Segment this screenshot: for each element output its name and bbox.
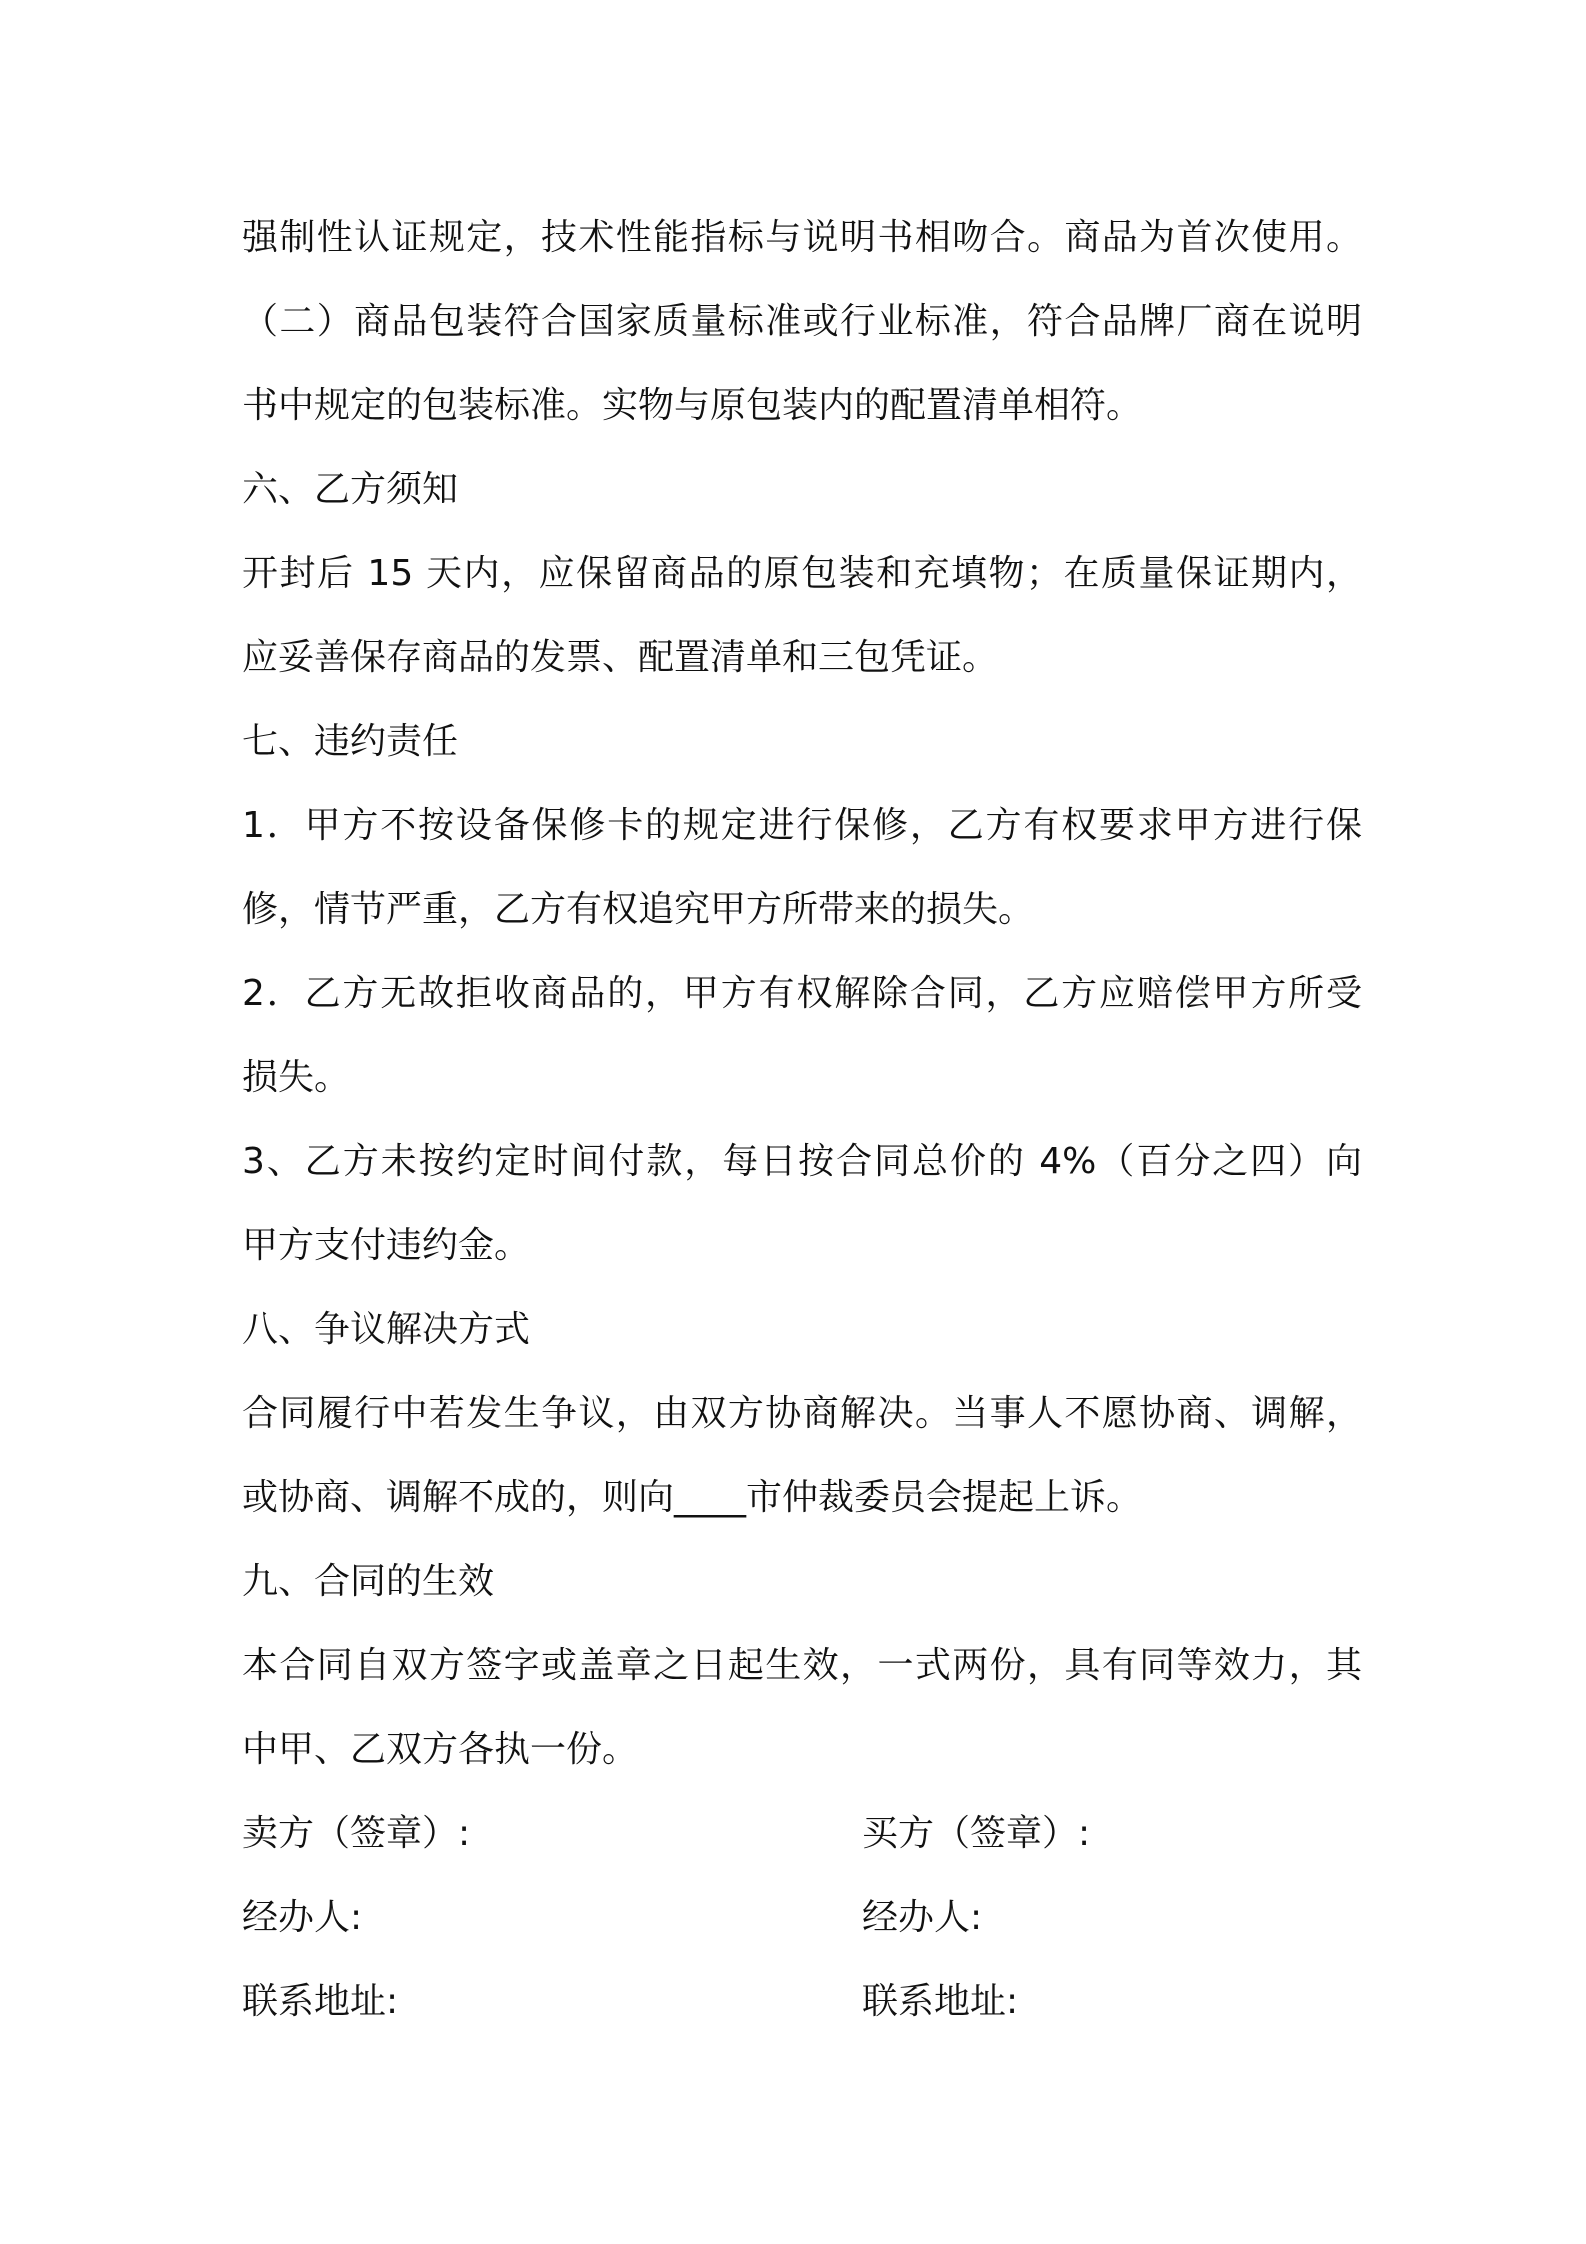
signature-row-address	[242, 1960, 1362, 2044]
section-heading-6: 六、乙方须知	[242, 469, 459, 510]
section-heading-7: 七、违约责任	[242, 721, 459, 762]
seller-seal-label: 卖方（签章）:	[242, 1813, 471, 1854]
body-line-16: 或协商、调解不成的，则向____市仲裁委员会提起上诉。	[242, 1477, 1143, 1518]
document-page	[242, 196, 1362, 2044]
body-line-2: （二）商品包装符合国家质量标准或行业标准，符合品牌厂商在说明	[242, 301, 1362, 342]
body-line-5: 开封后 15 天内，应保留商品的原包装和充填物；在质量保证期内，	[242, 553, 1362, 594]
signature-row-agent	[242, 1876, 1362, 1960]
buyer-agent-label: 经办人:	[862, 1897, 983, 1938]
body-line-15: 合同履行中若发生争议，由双方协商解决。当事人不愿协商、调解，	[242, 1393, 1362, 1434]
body-line-10: 2．乙方无故拒收商品的，甲方有权解除合同，乙方应赔偿甲方所受	[242, 973, 1362, 1014]
signature-row-seal	[242, 1792, 1362, 1876]
body-line-6: 应妥善保存商品的发票、配置清单和三包凭证。	[242, 637, 999, 678]
section-heading-8: 八、争议解决方式	[242, 1309, 531, 1350]
body-line-9: 修，情节严重，乙方有权追究甲方所带来的损失。	[242, 889, 1035, 930]
seller-agent-label: 经办人:	[242, 1897, 363, 1938]
seller-address-label: 联系地址:	[242, 1981, 399, 2022]
body-line-18: 本合同自双方签字或盖章之日起生效，一式两份，具有同等效力，其	[242, 1645, 1362, 1686]
body-line-19: 中甲、乙双方各执一份。	[242, 1729, 639, 1770]
body-line-12: 3、乙方未按约定时间付款，每日按合同总价的 4%（百分之四）向	[242, 1141, 1362, 1182]
buyer-seal-label: 买方（签章）:	[862, 1813, 1091, 1854]
body-line-13: 甲方支付违约金。	[242, 1225, 531, 1266]
body-line-8: 1．甲方不按设备保修卡的规定进行保修，乙方有权要求甲方进行保	[242, 805, 1362, 846]
buyer-address-label: 联系地址:	[862, 1981, 1019, 2022]
body-line-11: 损失。	[242, 1057, 351, 1098]
body-line-3: 书中规定的包装标准。实物与原包装内的配置清单相符。	[242, 385, 1143, 426]
section-heading-9: 九、合同的生效	[242, 1561, 495, 1602]
body-line-1: 强制性认证规定，技术性能指标与说明书相吻合。商品为首次使用。	[242, 217, 1362, 258]
